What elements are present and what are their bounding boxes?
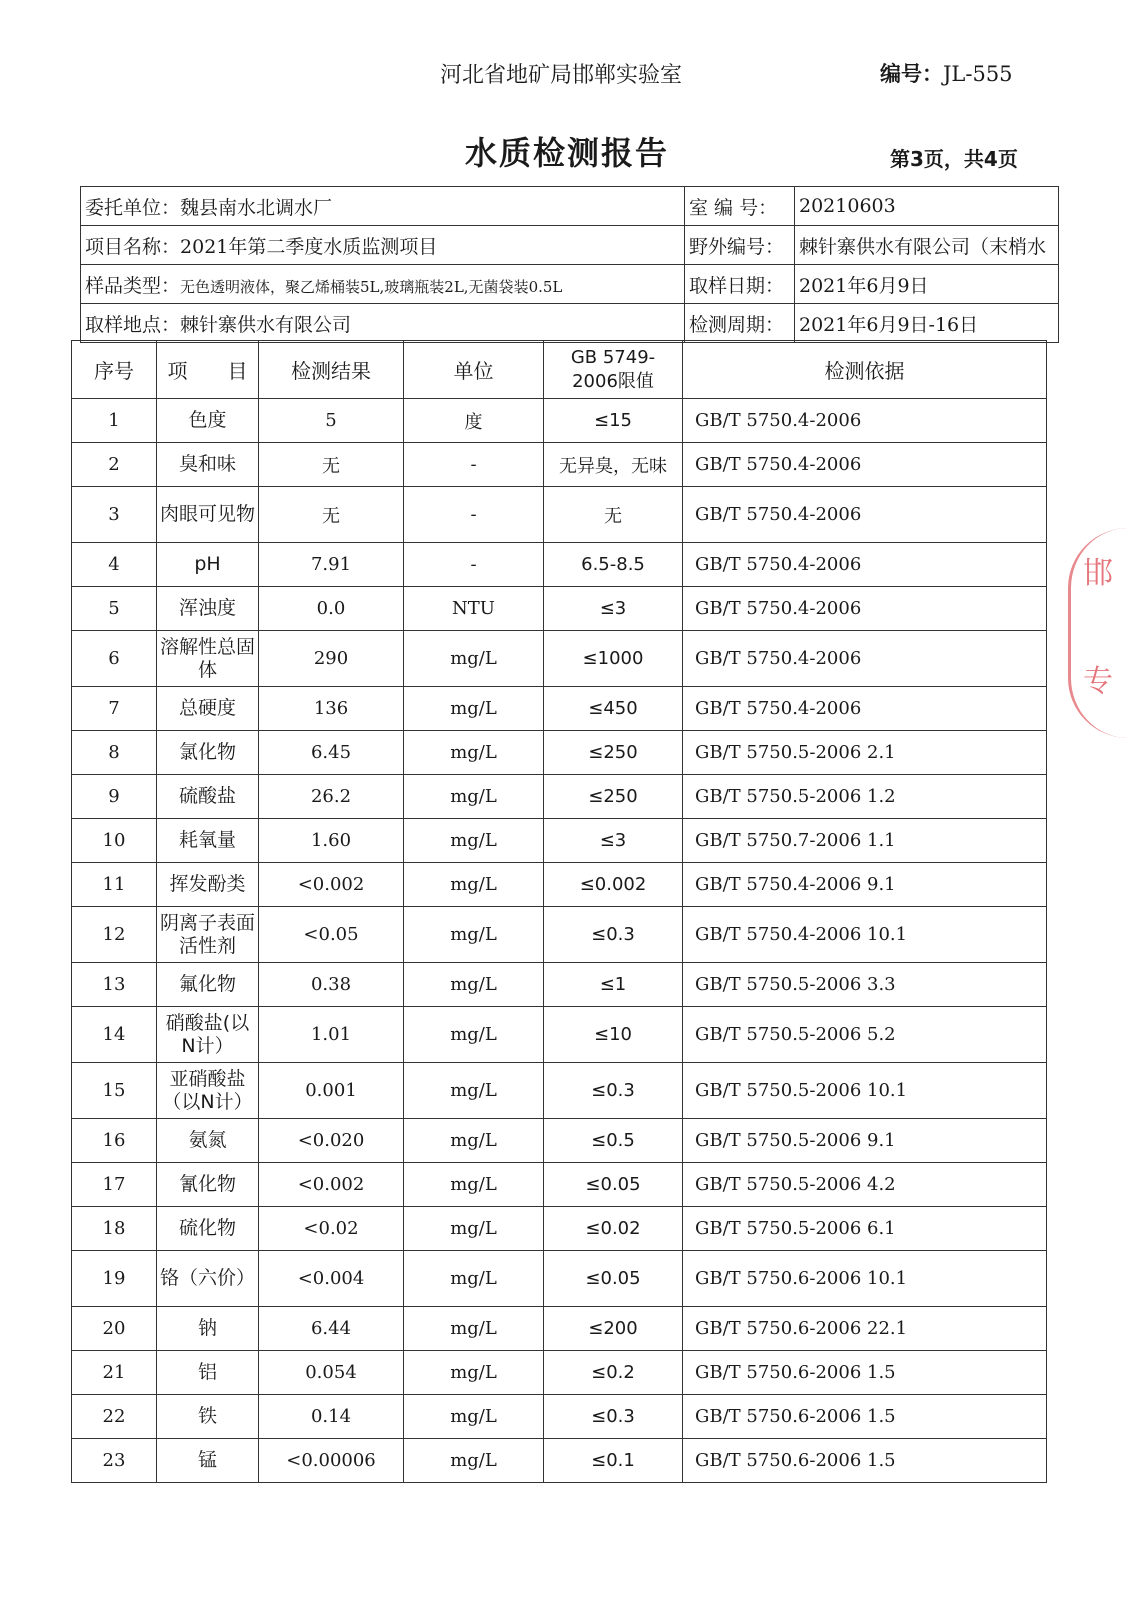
stamp-char-1: 邯	[1083, 556, 1113, 591]
sample-cell	[81, 265, 685, 304]
cell-item: 溶解性总固体	[157, 631, 259, 687]
cell-method: GB/T 5750.4-2006	[683, 587, 1047, 631]
cell-no: 9	[72, 775, 157, 819]
cell-item: 浑浊度	[157, 587, 259, 631]
cell-no: 6	[72, 631, 157, 687]
cell-unit: 度	[404, 399, 544, 443]
date-label: 取样日期：	[685, 265, 795, 304]
period-label: 检测周期：	[685, 304, 795, 343]
cell-result: 290	[259, 631, 404, 687]
table-row	[72, 1163, 1047, 1207]
client-cell	[81, 187, 685, 226]
cell-limit: ≤200	[544, 1307, 683, 1351]
cell-result: <0.00006	[259, 1439, 404, 1483]
cell-item: 硫酸盐	[157, 775, 259, 819]
cell-method: GB/T 5750.5-2006 4.2	[683, 1163, 1047, 1207]
cell-no: 2	[72, 443, 157, 487]
cell-no: 17	[72, 1163, 157, 1207]
table-row	[72, 1207, 1047, 1251]
cell-item: pH	[157, 543, 259, 587]
cell-unit: mg/L	[404, 907, 544, 963]
cell-limit: ≤250	[544, 775, 683, 819]
project-label: 项目名称：	[85, 235, 181, 258]
cell-result: 0.38	[259, 963, 404, 1007]
cell-unit: -	[404, 543, 544, 587]
cell-item: 臭和味	[157, 443, 259, 487]
cell-limit: ≤450	[544, 687, 683, 731]
cell-limit: 6.5-8.5	[544, 543, 683, 587]
cell-unit: mg/L	[404, 731, 544, 775]
cell-unit: mg/L	[404, 1307, 544, 1351]
cell-limit: ≤3	[544, 587, 683, 631]
site-cell	[81, 304, 685, 343]
cell-limit: ≤0.002	[544, 863, 683, 907]
cell-unit: -	[404, 443, 544, 487]
cell-item: 挥发酚类	[157, 863, 259, 907]
cell-limit: ≤15	[544, 399, 683, 443]
cell-limit: ≤0.1	[544, 1439, 683, 1483]
cell-result: <0.02	[259, 1207, 404, 1251]
cell-method: GB/T 5750.5-2006 2.1	[683, 731, 1047, 775]
cell-result: 0.0	[259, 587, 404, 631]
report-code	[880, 58, 1013, 88]
cell-no: 5	[72, 587, 157, 631]
sample-label: 样品类型：	[85, 274, 181, 297]
cell-unit: mg/L	[404, 963, 544, 1007]
table-row	[72, 487, 1047, 543]
report-code-value: JL-555	[943, 62, 1013, 86]
cell-result: 6.45	[259, 731, 404, 775]
cell-item: 总硬度	[157, 687, 259, 731]
table-row	[72, 819, 1047, 863]
cell-item: 硝酸盐(以N计）	[157, 1007, 259, 1063]
header-result: 检测结果	[259, 341, 404, 399]
table-row	[72, 1251, 1047, 1307]
report-title: 水质检测报告	[465, 134, 670, 172]
cell-method: GB/T 5750.4-2006	[683, 631, 1047, 687]
cell-no: 19	[72, 1251, 157, 1307]
sample-value: 无色透明液体，聚乙烯桶装5L,玻璃瓶装2L,无菌袋装0.5L	[180, 277, 563, 296]
lab-no-label: 室 编 号：	[685, 187, 795, 226]
cell-unit: mg/L	[404, 1163, 544, 1207]
cell-limit: 无	[544, 487, 683, 543]
table-row	[72, 963, 1047, 1007]
cell-method: GB/T 5750.6-2006 22.1	[683, 1307, 1047, 1351]
cell-item: 铬（六价）	[157, 1251, 259, 1307]
cell-item: 耗氧量	[157, 819, 259, 863]
cell-limit: ≤0.3	[544, 1395, 683, 1439]
cell-method: GB/T 5750.4-2006	[683, 399, 1047, 443]
cell-unit: mg/L	[404, 1439, 544, 1483]
cell-limit: ≤3	[544, 819, 683, 863]
table-row	[72, 907, 1047, 963]
cell-limit: ≤0.2	[544, 1351, 683, 1395]
table-row	[72, 1119, 1047, 1163]
cell-result: 136	[259, 687, 404, 731]
header-item: 项 目	[157, 341, 259, 399]
stamp-char-2: 专	[1083, 664, 1113, 699]
cell-result: 0.14	[259, 1395, 404, 1439]
cell-unit: mg/L	[404, 1207, 544, 1251]
cell-method: GB/T 5750.4-2006	[683, 687, 1047, 731]
header-limit-line1: GB 5749-	[570, 346, 656, 368]
cell-no: 13	[72, 963, 157, 1007]
cell-no: 16	[72, 1119, 157, 1163]
cell-limit: ≤0.5	[544, 1119, 683, 1163]
table-row	[72, 775, 1047, 819]
table-row	[72, 1307, 1047, 1351]
cell-result: <0.004	[259, 1251, 404, 1307]
period-value: 2021年6月9日-16日	[795, 304, 1059, 343]
info-table	[80, 186, 1059, 343]
cell-method: GB/T 5750.4-2006 10.1	[683, 907, 1047, 963]
cell-result: 6.44	[259, 1307, 404, 1351]
table-row	[72, 587, 1047, 631]
cell-no: 10	[72, 819, 157, 863]
project-cell	[81, 226, 685, 265]
table-row	[72, 1063, 1047, 1119]
cell-unit: mg/L	[404, 1251, 544, 1307]
cell-no: 21	[72, 1351, 157, 1395]
cell-method: GB/T 5750.6-2006 1.5	[683, 1395, 1047, 1439]
header-no: 序号	[72, 341, 157, 399]
cell-item: 铁	[157, 1395, 259, 1439]
cell-item: 锰	[157, 1439, 259, 1483]
cell-item: 色度	[157, 399, 259, 443]
cell-no: 20	[72, 1307, 157, 1351]
cell-unit: mg/L	[404, 1063, 544, 1119]
cell-item: 氟化物	[157, 963, 259, 1007]
header-unit: 单位	[404, 341, 544, 399]
header-limit	[544, 341, 683, 399]
cell-method: GB/T 5750.5-2006 5.2	[683, 1007, 1047, 1063]
project-value: 2021年第二季度水质监测项目	[180, 235, 438, 258]
cell-no: 1	[72, 399, 157, 443]
cell-no: 23	[72, 1439, 157, 1483]
cell-limit: ≤0.02	[544, 1207, 683, 1251]
table-row	[72, 543, 1047, 587]
cell-result: <0.05	[259, 907, 404, 963]
client-value: 魏县南水北调水厂	[180, 196, 333, 219]
cell-result: 0.054	[259, 1351, 404, 1395]
cell-limit: ≤0.3	[544, 1063, 683, 1119]
cell-limit: ≤1000	[544, 631, 683, 687]
cell-item: 钠	[157, 1307, 259, 1351]
table-row	[72, 1351, 1047, 1395]
cell-no: 3	[72, 487, 157, 543]
cell-unit: mg/L	[404, 631, 544, 687]
cell-item: 亚硝酸盐（以N计）	[157, 1063, 259, 1119]
cell-method: GB/T 5750.5-2006 3.3	[683, 963, 1047, 1007]
cell-method: GB/T 5750.4-2006	[683, 487, 1047, 543]
site-value: 棘针寨供水有限公司	[180, 313, 352, 336]
results-table	[71, 340, 1047, 1483]
table-row	[72, 443, 1047, 487]
table-row	[72, 1439, 1047, 1483]
cell-unit: mg/L	[404, 775, 544, 819]
cell-unit: mg/L	[404, 1119, 544, 1163]
cell-limit: ≤10	[544, 1007, 683, 1063]
header-method: 检测依据	[683, 341, 1047, 399]
date-value: 2021年6月9日	[795, 265, 1059, 304]
cell-unit: mg/L	[404, 819, 544, 863]
table-row	[72, 631, 1047, 687]
cell-limit: ≤1	[544, 963, 683, 1007]
cell-method: GB/T 5750.6-2006 1.5	[683, 1439, 1047, 1483]
cell-result: <0.020	[259, 1119, 404, 1163]
cell-no: 12	[72, 907, 157, 963]
cell-result: 5	[259, 399, 404, 443]
report-code-label: 编号：	[880, 62, 943, 86]
cell-method: GB/T 5750.6-2006 10.1	[683, 1251, 1047, 1307]
cell-item: 氨氮	[157, 1119, 259, 1163]
cell-unit: -	[404, 487, 544, 543]
cell-item: 肉眼可见物	[157, 487, 259, 543]
cell-unit: mg/L	[404, 1351, 544, 1395]
cell-result: 26.2	[259, 775, 404, 819]
cell-method: GB/T 5750.5-2006 6.1	[683, 1207, 1047, 1251]
cell-unit: mg/L	[404, 863, 544, 907]
table-row	[72, 687, 1047, 731]
lab-name: 河北省地矿局邯郸实验室	[440, 63, 683, 88]
site-label: 取样地点：	[85, 313, 181, 336]
cell-result: <0.002	[259, 863, 404, 907]
cell-method: GB/T 5750.4-2006	[683, 543, 1047, 587]
cell-result: 0.001	[259, 1063, 404, 1119]
lab-no-value: 20210603	[795, 187, 1059, 226]
cell-item: 铝	[157, 1351, 259, 1395]
cell-item: 阴离子表面活性剂	[157, 907, 259, 963]
cell-item: 氰化物	[157, 1163, 259, 1207]
cell-method: GB/T 5750.4-2006	[683, 443, 1047, 487]
cell-no: 18	[72, 1207, 157, 1251]
cell-result: 7.91	[259, 543, 404, 587]
header-limit-line2: 2006限值	[572, 370, 654, 392]
cell-method: GB/T 5750.5-2006 10.1	[683, 1063, 1047, 1119]
cell-method: GB/T 5750.6-2006 1.5	[683, 1351, 1047, 1395]
cell-no: 14	[72, 1007, 157, 1063]
cell-result: <0.002	[259, 1163, 404, 1207]
cell-unit: mg/L	[404, 1395, 544, 1439]
table-row	[72, 399, 1047, 443]
cell-method: GB/T 5750.5-2006 9.1	[683, 1119, 1047, 1163]
table-row	[72, 863, 1047, 907]
cell-no: 22	[72, 1395, 157, 1439]
cell-result: 无	[259, 443, 404, 487]
table-row	[72, 1395, 1047, 1439]
cell-result: 1.01	[259, 1007, 404, 1063]
cell-item: 硫化物	[157, 1207, 259, 1251]
cell-method: GB/T 5750.4-2006 9.1	[683, 863, 1047, 907]
cell-unit: NTU	[404, 587, 544, 631]
table-row	[72, 731, 1047, 775]
cell-result: 无	[259, 487, 404, 543]
field-no-value: 棘针寨供水有限公司（末梢水	[795, 226, 1059, 265]
cell-limit: ≤0.05	[544, 1251, 683, 1307]
cell-method: GB/T 5750.5-2006 1.2	[683, 775, 1047, 819]
cell-result: 1.60	[259, 819, 404, 863]
cell-limit: ≤0.05	[544, 1163, 683, 1207]
cell-unit: mg/L	[404, 687, 544, 731]
cell-limit: ≤0.3	[544, 907, 683, 963]
results-header-row	[72, 341, 1047, 399]
cell-method: GB/T 5750.7-2006 1.1	[683, 819, 1047, 863]
cell-no: 8	[72, 731, 157, 775]
cell-item: 氯化物	[157, 731, 259, 775]
cell-limit: ≤250	[544, 731, 683, 775]
cell-no: 7	[72, 687, 157, 731]
page-number: 第3页，共4页	[890, 147, 1018, 171]
client-label: 委托单位：	[85, 196, 181, 219]
cell-no: 15	[72, 1063, 157, 1119]
field-no-label: 野外编号：	[685, 226, 795, 265]
red-seal-stamp	[1068, 528, 1131, 738]
cell-unit: mg/L	[404, 1007, 544, 1063]
cell-no: 11	[72, 863, 157, 907]
cell-no: 4	[72, 543, 157, 587]
table-row	[72, 1007, 1047, 1063]
cell-limit: 无异臭，无味	[544, 443, 683, 487]
